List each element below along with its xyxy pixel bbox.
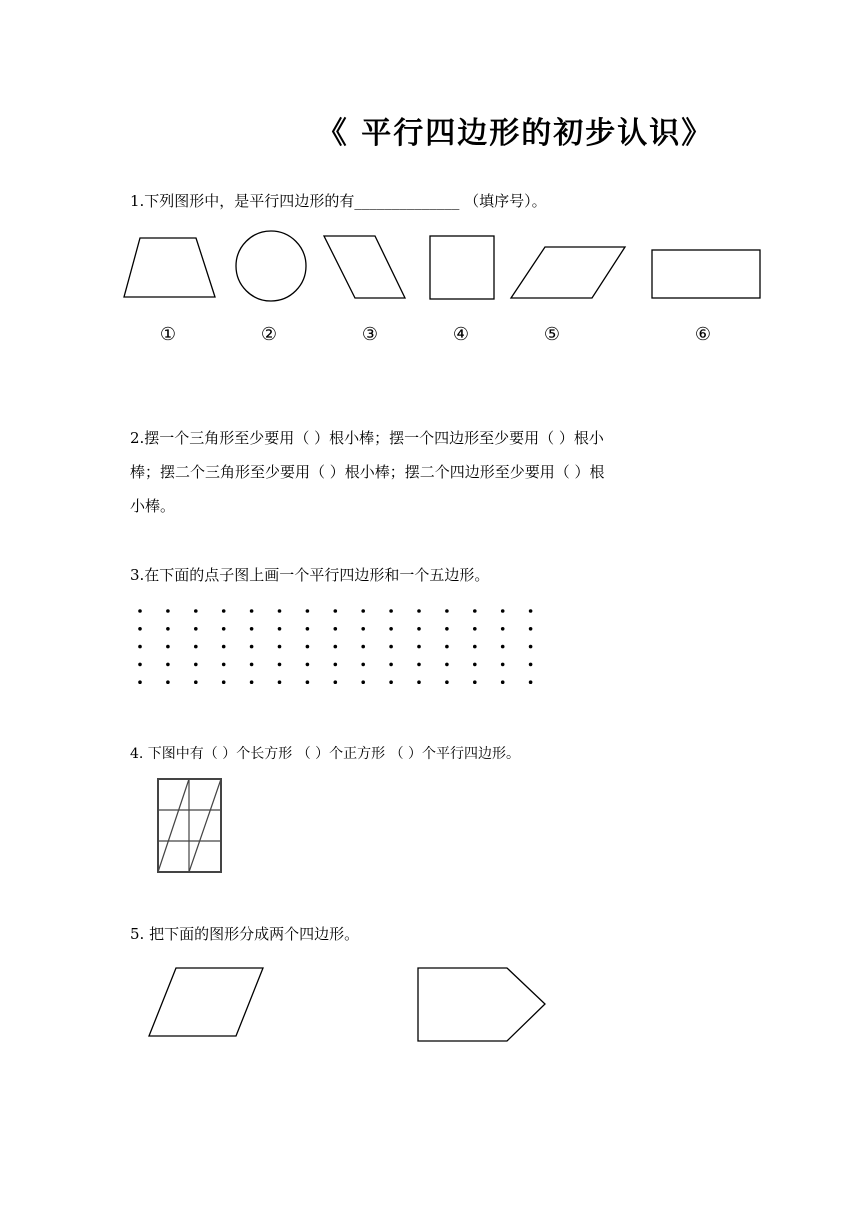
label-6: ⑥ [694, 324, 712, 345]
question-3-text: 3.在下面的点子图上画一个平行四边形和一个五边形。 [130, 566, 490, 584]
label-3: ③ [361, 324, 379, 345]
label-5: ⑤ [543, 324, 561, 345]
label-2: ② [260, 324, 278, 345]
label-4: ④ [452, 324, 470, 345]
page-title: 《 平行四边形的初步认识》 [316, 116, 714, 151]
question-2-line-2: 棒；摆二个三角形至少要用（ ）根小棒；摆二个四边形至少要用（ ）根 [130, 463, 605, 481]
question-2-line-3: 小棒。 [130, 497, 176, 515]
label-1: ① [159, 324, 177, 345]
q5-parallelogram [149, 968, 263, 1036]
question-5-text: 5. 把下面的图形分成两个四边形。 [130, 925, 360, 943]
q5-pentagon [418, 968, 545, 1041]
question-2-line-1: 2.摆一个三角形至少要用（ ）根小棒；摆一个四边形至少要用（ ）根小 [130, 429, 604, 447]
question-1-text: 1.下列图形中，是平行四边形的有______________ （填序号）。 [130, 192, 547, 210]
question-4-text: 4. 下图中有（ ）个长方形 （ ）个正方形 （ ）个平行四边形。 [130, 746, 521, 762]
